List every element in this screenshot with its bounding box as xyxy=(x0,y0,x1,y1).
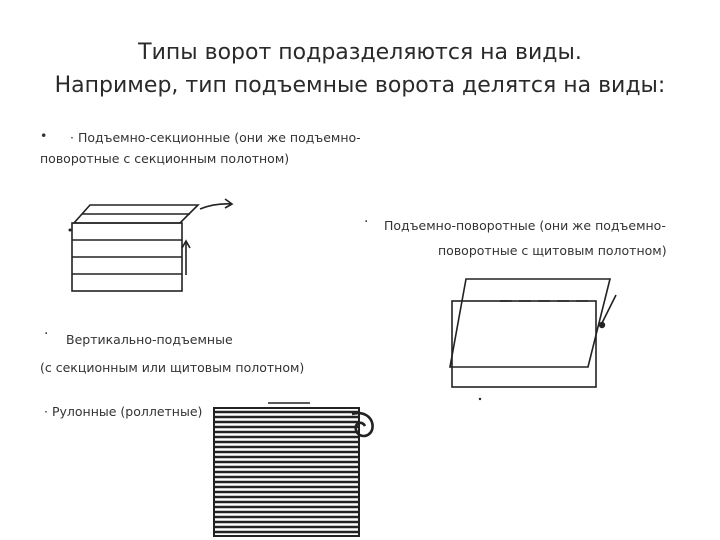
roller-line-1: · Рулонные (роллетные) xyxy=(44,404,203,419)
swing-line-1: Подъемно-поворотные (они же подъемно- xyxy=(384,218,666,233)
vertical-line-1: Вертикально-подъемные xyxy=(66,332,233,347)
sectional-door-diagram xyxy=(60,195,250,305)
swing-line-2: поворотные с щитовым полотном) xyxy=(438,243,667,258)
title-line-2: Например, тип подъемные ворота делятся на виды: xyxy=(54,73,666,98)
sectional-line-1: · Подъемно-секционные (они же подъемно- xyxy=(70,130,361,145)
slide-title xyxy=(0,36,720,102)
vertical-bullet: · xyxy=(44,326,49,342)
sectional-bullet: • xyxy=(40,128,48,143)
title-line-1: Типы ворот подразделяются на виды. xyxy=(138,40,582,65)
vertical-line-2: (с секционным или щитовым полотном) xyxy=(40,360,305,375)
sectional-line-2: поворотные с секционным полотном) xyxy=(40,151,290,166)
swing-bullet: · xyxy=(364,214,369,230)
swing-door-diagram xyxy=(440,275,630,405)
roller-shutter-diagram xyxy=(200,400,380,540)
